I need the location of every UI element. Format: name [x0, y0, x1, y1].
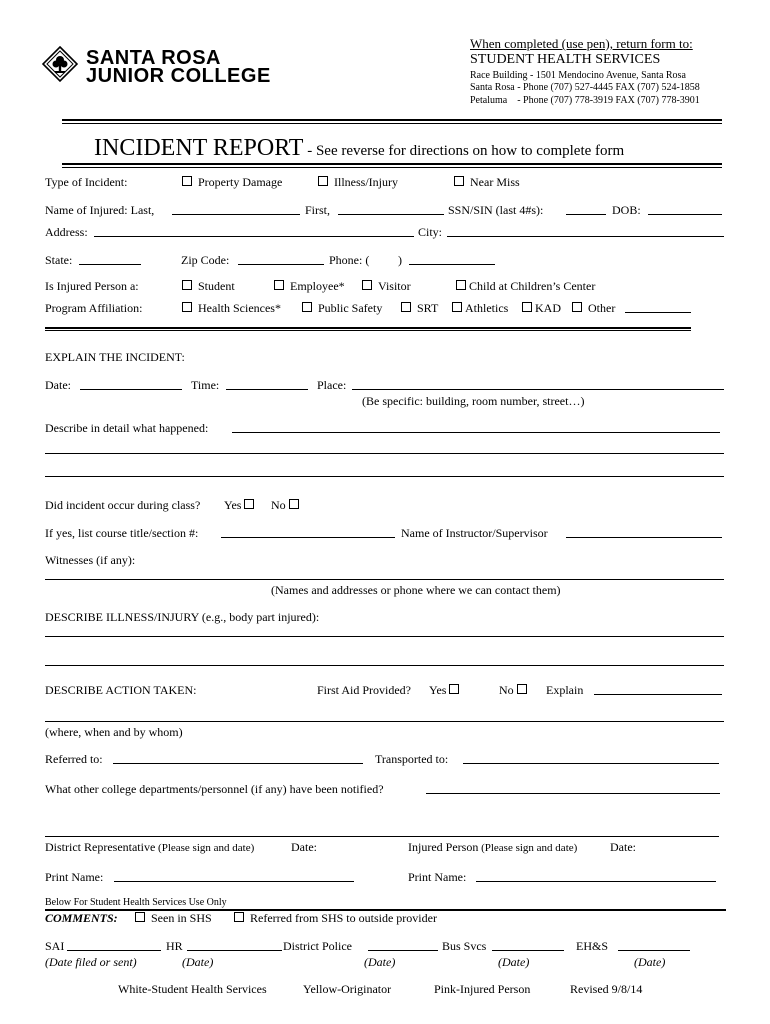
department-name: STUDENT HEALTH SERVICES — [470, 52, 661, 67]
checkbox-icon[interactable] — [522, 302, 532, 312]
name-last-field[interactable] — [172, 214, 300, 215]
city-field[interactable] — [447, 236, 724, 237]
action-heading: DESCRIBE ACTION TAKEN: — [45, 683, 197, 697]
title-sub: - See reverse for directions on how to complete form — [303, 143, 625, 159]
first-aid-no-checkbox[interactable]: No — [499, 683, 533, 698]
time-field[interactable] — [226, 389, 308, 390]
witness-hint: (Names and addresses or phone where we can contact them) — [271, 583, 561, 597]
checkbox-kad[interactable]: KAD — [522, 301, 561, 316]
illness-field-2[interactable] — [45, 665, 724, 666]
first-aid-label: First Aid Provided? — [317, 683, 412, 697]
checkbox-icon[interactable] — [452, 302, 462, 312]
referred-label: Referred to: — [45, 752, 103, 766]
name-last-label: Name of Injured: Last, — [45, 203, 155, 217]
other-field[interactable] — [625, 312, 691, 313]
injured-person-label: Injured Person (Please sign and date) — [408, 840, 578, 854]
address-line-1: Race Building - 1501 Mendocino Avenue, Santa Rosa — [470, 70, 686, 81]
print-name-label-1: Print Name: — [45, 870, 104, 884]
checkbox-near-miss[interactable]: Near Miss — [454, 175, 520, 190]
checkbox-child-center[interactable]: Child at Children’s Center — [456, 279, 595, 294]
explain-field[interactable] — [594, 694, 722, 695]
date-filed-hint: (Date filed or sent) — [45, 955, 137, 969]
bus-svcs-field[interactable] — [492, 950, 564, 951]
title-rule — [62, 163, 722, 168]
checkbox-icon[interactable] — [182, 176, 192, 186]
address-line-3: Petaluma - Phone (707) 778-3919 FAX (707) 778-3901 — [470, 95, 700, 106]
checkbox-icon[interactable] — [362, 280, 372, 290]
police-date-hint: (Date) — [364, 955, 396, 969]
checkbox-srt[interactable]: SRT — [401, 301, 438, 316]
instructor-label: Name of Instructor/Supervisor — [401, 526, 548, 540]
place-label: Place: — [317, 378, 347, 392]
transported-field[interactable] — [463, 763, 719, 764]
district-police-field[interactable] — [368, 950, 438, 951]
referred-field[interactable] — [113, 763, 363, 764]
bus-date-hint: (Date) — [498, 955, 530, 969]
header-rule — [62, 119, 722, 124]
detail-field-1[interactable] — [232, 432, 720, 433]
notified-field[interactable] — [426, 793, 720, 794]
title-main: INCIDENT REPORT — [94, 135, 304, 161]
ssn-label: SSN/SIN (last 4#s): — [448, 203, 544, 217]
footer-pink-copy: Pink-Injured Person — [434, 982, 531, 996]
checkbox-icon[interactable] — [401, 302, 411, 312]
sai-label: SAI — [45, 939, 65, 953]
instructor-field[interactable] — [566, 537, 722, 538]
notified-label: What other college departments/personnel (if any) have been notified? — [45, 782, 384, 796]
checkbox-public-safety[interactable]: Public Safety — [302, 301, 382, 316]
ehs-label: EH&S — [576, 939, 609, 953]
checkbox-icon[interactable] — [234, 912, 244, 922]
course-field[interactable] — [221, 537, 395, 538]
print-name-field-2[interactable] — [476, 881, 716, 882]
district-police-label: District Police — [283, 939, 352, 953]
city-label: City: — [418, 225, 443, 239]
incident-type-label: Type of Incident: — [45, 175, 128, 189]
person-type-label: Is Injured Person a: — [45, 279, 139, 293]
checkbox-icon[interactable] — [182, 280, 192, 290]
detail-field-2[interactable] — [45, 453, 724, 454]
phone-close: ) — [398, 253, 402, 267]
checkbox-student[interactable]: Student — [182, 279, 235, 294]
explain-heading: EXPLAIN THE INCIDENT: — [45, 350, 185, 364]
name-first-field[interactable] — [338, 214, 444, 215]
checkbox-icon[interactable] — [289, 499, 299, 509]
ehs-field[interactable] — [618, 950, 690, 951]
state-field[interactable] — [79, 264, 141, 265]
date-field[interactable] — [80, 389, 182, 390]
section-rule — [45, 327, 691, 331]
place-field[interactable] — [352, 389, 724, 390]
address-label: Address: — [45, 225, 88, 239]
explain-label: Explain — [546, 683, 584, 697]
witness-field[interactable] — [45, 579, 724, 580]
shs-only-note: Below For Student Health Services Use Only — [45, 897, 227, 908]
bus-svcs-label: Bus Svcs — [442, 939, 487, 953]
checkbox-property-damage[interactable]: Property Damage — [182, 175, 282, 190]
hr-label: HR — [166, 939, 183, 953]
program-label: Program Affiliation: — [45, 301, 143, 315]
checkbox-referred-shs[interactable]: Referred from SHS to outside provider — [234, 911, 437, 926]
ssn-field[interactable] — [566, 214, 606, 215]
checkbox-other[interactable]: Other — [572, 301, 615, 316]
hr-field[interactable] — [187, 950, 282, 951]
hr-date-hint: (Date) — [182, 955, 214, 969]
footer-revised: Revised 9/8/14 — [570, 982, 643, 996]
place-hint: (Be specific: building, room number, street…) — [362, 394, 585, 408]
detail-field-3[interactable] — [45, 476, 724, 477]
comments-label: COMMENTS: — [45, 911, 118, 925]
footer-yellow-copy: Yellow-Originator — [303, 982, 392, 996]
form-title — [94, 135, 624, 162]
print-name-label-2: Print Name: — [408, 870, 467, 884]
checkbox-icon[interactable] — [274, 280, 284, 290]
checkbox-icon[interactable] — [244, 499, 254, 509]
footer-white-copy: White-Student Health Services — [118, 982, 267, 996]
transported-label: Transported to: — [375, 752, 449, 766]
college-seal-icon — [42, 46, 78, 82]
checkbox-icon[interactable] — [449, 684, 459, 694]
class-question: Did incident occur during class? — [45, 498, 201, 512]
state-label: State: — [45, 253, 73, 267]
injured-person-date-label: Date: — [610, 840, 636, 854]
class-yes-checkbox[interactable]: Yes — [224, 498, 260, 513]
phone-label: Phone: ( — [329, 253, 370, 267]
time-label: Time: — [191, 378, 220, 392]
action-field[interactable] — [45, 721, 724, 722]
checkbox-icon[interactable] — [456, 280, 466, 290]
checkbox-illness-injury[interactable]: Illness/Injury — [318, 175, 398, 190]
name-first-label: First, — [305, 203, 331, 217]
dob-field[interactable] — [648, 214, 722, 215]
date-label: Date: — [45, 378, 71, 392]
checkbox-athletics[interactable]: Athletics — [452, 301, 508, 316]
checkbox-health-sciences[interactable]: Health Sciences* — [182, 301, 281, 316]
course-label: If yes, list course title/section #: — [45, 526, 199, 540]
first-aid-yes-checkbox[interactable]: Yes — [429, 683, 465, 698]
illness-heading: DESCRIBE ILLNESS/INJURY (e.g., body part injured): — [45, 610, 320, 624]
ehs-date-hint: (Date) — [634, 955, 666, 969]
signature-line[interactable] — [45, 836, 719, 837]
district-rep-date-label: Date: — [291, 840, 317, 854]
logo-line-2: JUNIOR COLLEGE — [86, 65, 271, 87]
checkbox-icon[interactable] — [302, 302, 312, 312]
checkbox-employee[interactable]: Employee* — [274, 279, 345, 294]
class-no-checkbox[interactable]: No — [271, 498, 305, 513]
zip-label: Zip Code: — [181, 253, 230, 267]
checkbox-icon[interactable] — [135, 912, 145, 922]
sai-field[interactable] — [67, 950, 161, 951]
checkbox-seen-shs[interactable]: Seen in SHS — [135, 911, 212, 926]
checkbox-icon[interactable] — [517, 684, 527, 694]
checkbox-icon[interactable] — [454, 176, 464, 186]
where-hint: (where, when and by whom) — [45, 725, 183, 739]
district-rep-label: District Representative (Please sign and date) — [45, 840, 255, 854]
illness-field-1[interactable] — [45, 636, 724, 637]
phone-field[interactable] — [409, 264, 495, 265]
zip-field[interactable] — [238, 264, 324, 265]
witness-label: Witnesses (if any): — [45, 553, 136, 567]
checkbox-icon[interactable] — [182, 302, 192, 312]
return-note: When completed (use pen), return form to: — [470, 36, 693, 51]
dob-label: DOB: — [612, 203, 641, 217]
logo-line-1: SANTA ROSA — [86, 47, 221, 69]
checkbox-icon[interactable] — [572, 302, 582, 312]
checkbox-icon[interactable] — [318, 176, 328, 186]
address-field[interactable] — [94, 236, 414, 237]
address-line-2: Santa Rosa - Phone (707) 527-4445 FAX (707) 524-1858 — [470, 82, 700, 93]
print-name-field-1[interactable] — [114, 881, 354, 882]
checkbox-visitor[interactable]: Visitor — [362, 279, 411, 294]
detail-label: Describe in detail what happened: — [45, 421, 209, 435]
